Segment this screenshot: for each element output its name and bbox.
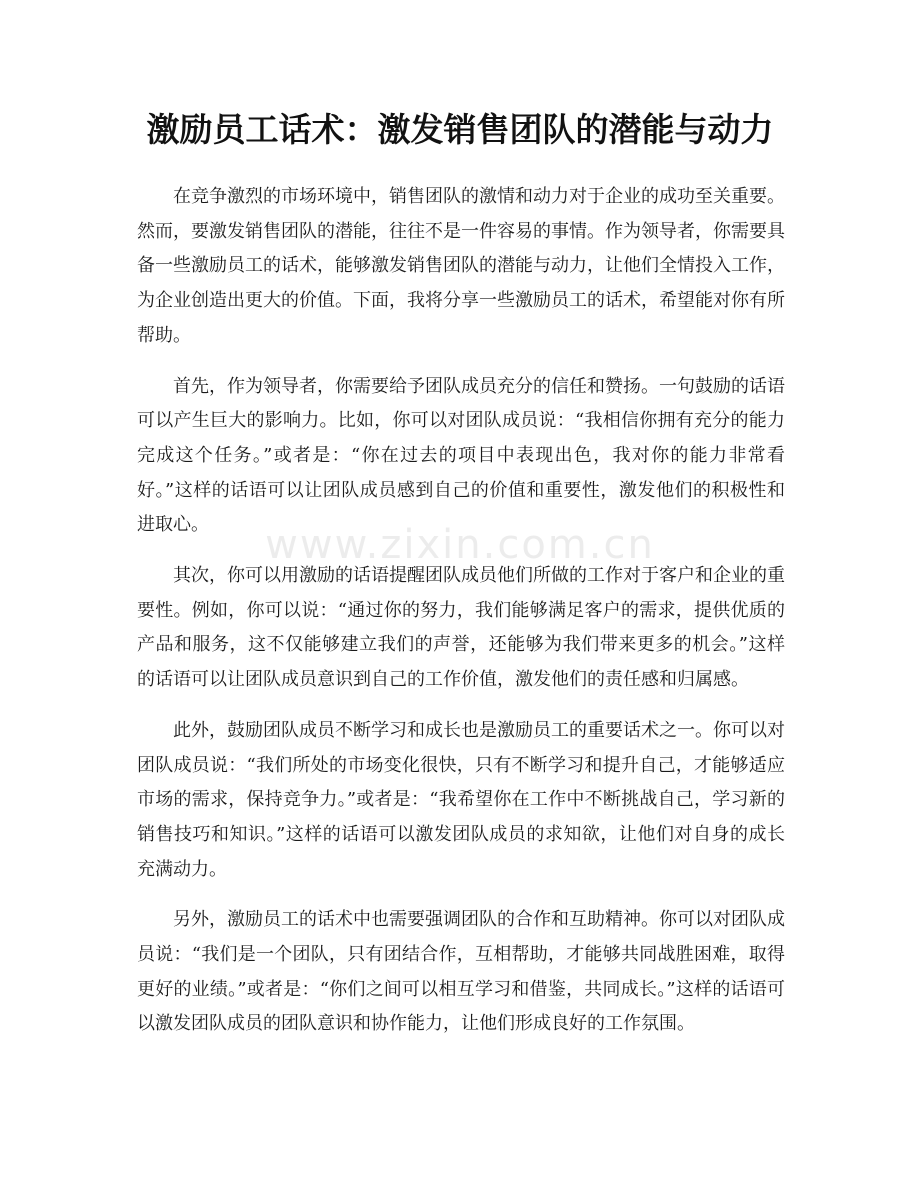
- paragraph-work-importance: 其次，你可以用激励的话语提醒团队成员他们所做的工作对于客户和企业的重要性。例如，你可以说：“通过你的努力，我们能够满足客户的需求，提供优质的产品和服务，这不仅能够建立我们的声誉，还能够为我们带来更多的机会。”这样的话语可以让团队成员意识到自己的工作价值，激发他们的责任感和归属感。: [137, 565, 785, 691]
- document-body: [137, 180, 785, 1058]
- document-title: 激励员工话术：激发销售团队的潜能与动力: [146, 110, 774, 149]
- paragraph-teamwork: 另外，激励员工的话术中也需要强调团队的合作和互助精神。你可以对团队成员说：“我们是一个团队，只有团结合作，互相帮助，才能够共同战胜困难，取得更好的业绩。”或者是：“你们之间可以相互学习和借鉴，共同成长。”这样的话语可以激发团队成员的团队意识和协作能力，让他们形成良好的工作氛围。: [137, 909, 785, 1035]
- paragraph-trust-praise: 首先，作为领导者，你需要给予团队成员充分的信任和赞扬。一句鼓励的话语可以产生巨大的影响力。比如，你可以对团队成员说：“我相信你拥有充分的能力完成这个任务。”或者是：“你在过去的项目中表现出色，我对你的能力非常看好。”这样的话语可以让团队成员感到自己的价值和重要性，激发他们的积极性和进取心。: [137, 375, 785, 536]
- paragraph-learning-growth: 此外，鼓励团队成员不断学习和成长也是激励员工的重要话术之一。你可以对团队成员说：“我们所处的市场变化很快，只有不断学习和提升自己，才能够适应市场的需求，保持竞争力。”或者是：“我希望你在工作中不断挑战自己，学习新的销售技巧和知识。”这样的话语可以激发团队成员的求知欲，让他们对自身的成长充满动力。: [137, 719, 785, 880]
- paragraph-intro: 在竞争激烈的市场环境中，销售团队的激情和动力对于企业的成功至关重要。然而，要激发销售团队的潜能，往往不是一件容易的事情。作为领导者，你需要具备一些激励员工的话术，能够激发销售团队的潜能与动力，让他们全情投入工作，为企业创造出更大的价值。下面，我将分享一些激励员工的话术，希望能对你有所帮助。: [137, 186, 785, 346]
- watermark: www.zixin.com.cn: [265, 522, 655, 568]
